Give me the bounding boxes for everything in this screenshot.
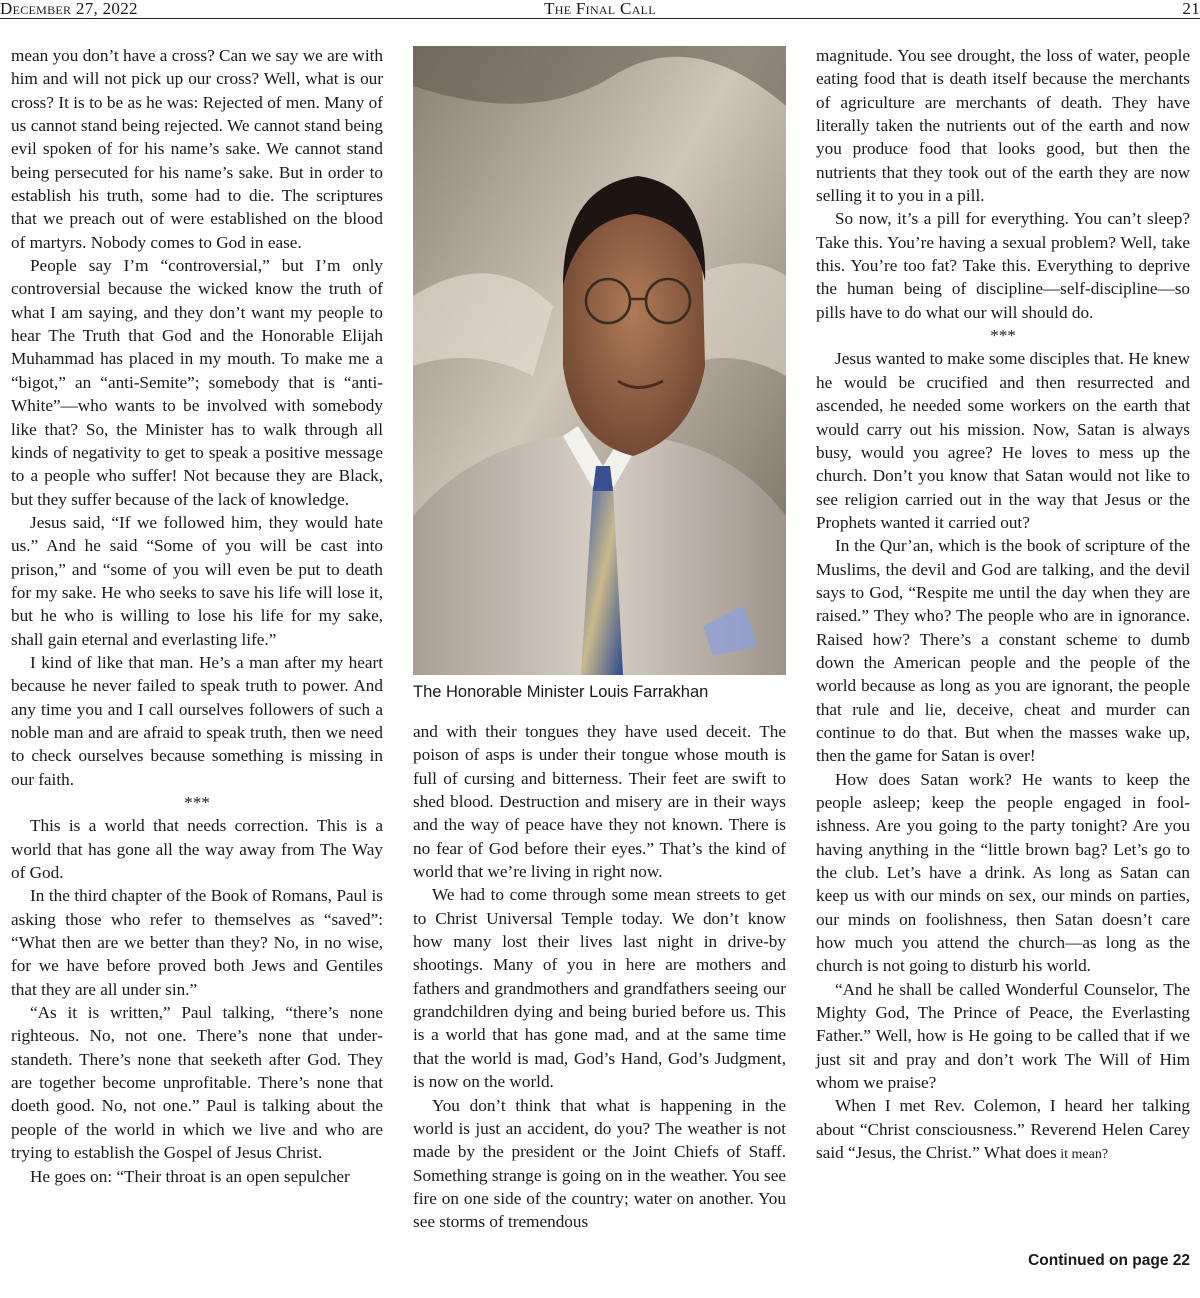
section-break: ***	[990, 326, 1016, 346]
portrait-image	[413, 46, 786, 675]
article-column-2	[413, 720, 786, 1234]
paragraph: You don’t think that what is happening in the world is just an accident, do you? The weather is not made by the president or the Joint Chiefs of Staff. Something strange is going on in the weather. You see fire on one side of the country; water on another. You see storms of tremendous	[413, 1095, 786, 1232]
paragraph: People say I’m “controversial,” but I’m only controversial because the wicked know the truth of what I am saying, and they don’t want my people to hear The Truth that God and the Honorable Elijah Muhammad has placed in my mouth. To make me a “bigot,” an “anti-Semite”; somebody that is “anti-White”—who wants to be involved with somebody like that? So, the Minister has to walk through all kinds of negativity to get to speak a positive message to a people who suffer! Not because they are Black, but they suffer because of the lack of knowledge.	[11, 256, 383, 509]
paragraph: magnitude. You see drought, the loss of water, people eating food that is death itself because the merchants of agriculture are merchants of death. They have literally taken the nutrients out of the earth and now you produce food that looks good, but then the nutrients that they took out of the earth they are now selling it to you in a pill.	[816, 46, 1190, 206]
paragraph: “And he shall be called Wonderful Counselor, The Mighty God, The Prince of Peace, the Everlasting Father.” Well, how is He going to be called that if we just sit and pray and don’t work The Will of Him whom we praise?	[816, 979, 1190, 1093]
paragraph-tail: it mean?	[1056, 1147, 1109, 1163]
paragraph-text: When I met Rev. Colemon, I heard her talking about “Christ consciousness.” Reverend Helen Carey said “Jesus, the Christ.” What does	[816, 1096, 1190, 1163]
paragraph: In the Qur’an, which is the book of scripture of the Muslims, the devil and God are talking, and the devil says to God, “Respite me until the day when they are raised.” They who? The people who are in ignorance. Raised how? There’s a constant scheme to dumb down the American people and the people of the world because as long as you are ignorant, the people that rule and lie, deceive, cheat and murder can continue to do that. But when the masses wake up, then the game for Satan is over!	[816, 536, 1190, 766]
publication-title: The Final Call	[544, 0, 656, 18]
paragraph: We had to come through some mean streets to get to Christ Universal Temple today. We don’t know how many lost their lives last night in drive-by shootings. Many of you in here are mothers and fathers and grandmothers and grandfathers seeing our grandchildren dying and being buried before us. This is a world that has gone mad, and at the same time that the world is mad, God’s Hand, God’s Judgment, is now on the world.	[413, 885, 786, 1092]
paragraph: mean you don’t have a cross? Can we say we are with him and will not pick up our cross? Well, what is our cross? It is to be as he was: Rejected of men. Many of us cannot stand being rejected. We cannot stand being evil spoken of for his name’s sake. We cannot stand being persecuted for his name’s sake. But in order to establish his truth, some had to die. The scriptures that we preach out of were established on the blood of martyrs. Nobody comes to God in ease.	[11, 46, 383, 252]
paragraph: Jesus said, “If we followed him, they would hate us.” And he said “Some of you will be cast into prison,” and “some of you will even be put to death for my sake. He who seeks to save his life will lose it, but he who is willing to lose his life for my sake, shall gain eternal and everlasting life.”	[11, 512, 383, 649]
paragraph: and with their tongues they have used deceit. The poison of asps is under their tongue whose mouth is full of cursing and bitterness. Their feet are swift to shed blood. Destruction and misery are in their ways and the way of peace have they not known. There is no fear of God before their eyes.” That’s the kind of world that we’re living in right now.	[413, 722, 786, 882]
page-number: 21	[1182, 0, 1200, 18]
paragraph: I kind of like that man. He’s a man after my heart because he never failed to speak truth to power. And any time you and I call ourselves followers of such a noble man and are afraid to speak truth, then we need to check ourselves because something is missing in our faith.	[11, 652, 383, 789]
paragraph: So now, it’s a pill for everything. You can’t sleep? Take this. You’re having a sexual problem? Well, take this. You’re too fat? Take this. Everything to deprive the human being of discipline—self-discipline—so pills have to do what our will should do.	[816, 209, 1190, 322]
paragraph: In the third chapter of the Book of Romans, Paul is asking those who refer to themselves as “saved”: “What then are we better than they? No, in no wise, for we have before proved both Jews and Gentiles that they are all under sin.”	[11, 886, 383, 999]
paragraph: “As it is written,” Paul talking, “there’s none righteous. No, not one. There’s none that understandeth. There’s none that seeketh after God. They are together become unprofitable. There’s none that doeth good. No, not one.” Paul is talking about the people of the world in which we live and who are trying to establish the Gospel of Jesus Christ.	[11, 1003, 383, 1163]
paragraph: Jesus wanted to make some disciples that. He knew he would be crucified and then resurrected and ascended, he needed some workers on the earth that would carry out his mission. Now, Satan is always busy, would you agree? He loves to mess up the church. Don’t you know that Satan would not like to see religion carried out in the way that Jesus or the Prophets wanted it carried out?	[816, 349, 1190, 532]
page-header	[0, 0, 1200, 19]
photo-caption: The Honorable Minister Louis Farrakhan	[413, 683, 709, 701]
paragraph: This is a world that needs correction. This is a world that has gone all the way away from The Way of God.	[11, 816, 383, 883]
section-break: ***	[184, 793, 210, 812]
issue-date: December 27, 2022	[0, 0, 138, 18]
paragraph: How does Satan work? He wants to keep the people asleep; keep the people engaged in foolishness. Are you going to the party tonight? Are you having anything in the “little brown bag? Let’s go to the club. Let’s have a drink. As long as Satan can keep us with our minds on sex, our minds on parties, our minds on foolishness, then Satan doesn’t care how much you attend the church—as long as the church is not going to disturb his world.	[816, 769, 1190, 976]
article-column-3	[816, 44, 1190, 1167]
paragraph	[816, 1094, 1190, 1166]
continued-jump-line[interactable]: Continued on page 22	[1028, 1252, 1190, 1269]
article-column-1	[11, 44, 383, 1188]
paragraph: He goes on: “Their throat is an open sepulcher	[30, 1166, 350, 1186]
portrait-photo	[413, 46, 786, 676]
